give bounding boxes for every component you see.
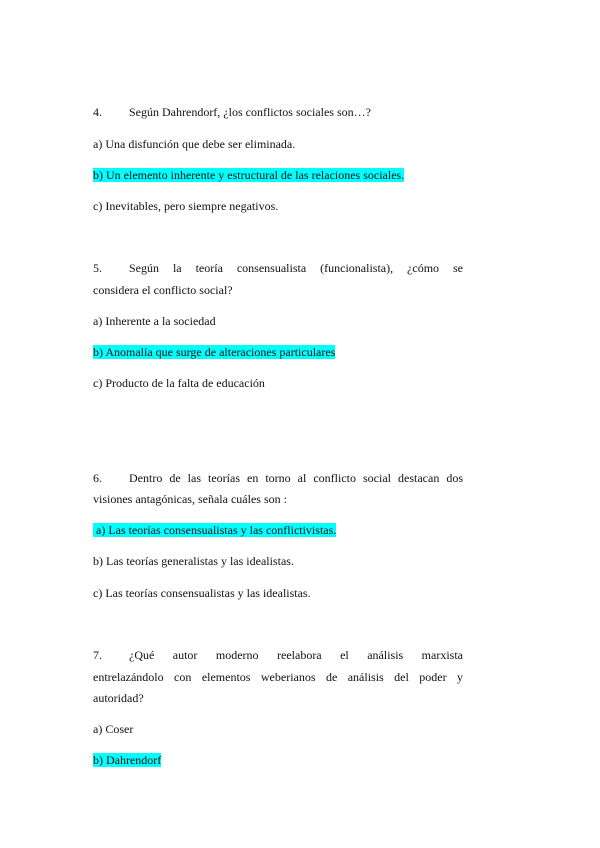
question-5-number: 5. xyxy=(93,261,102,275)
question-6-option-c: c) Las teorías consensualistas y las idealistas. xyxy=(93,586,311,600)
question-7-stem-line-1: 7. ¿Qué autor moderno reelabora el análisis marxista xyxy=(93,648,463,662)
question-6-option-a xyxy=(93,522,336,538)
question-5-option-a: a) Inherente a la sociedad xyxy=(93,314,216,328)
question-7-option-a: a) Coser xyxy=(93,722,134,736)
question-4-option-b xyxy=(93,167,404,183)
answer-highlight: b) Dahrendorf xyxy=(93,753,162,767)
question-7-number: 7. xyxy=(93,648,102,662)
question-7-option-b xyxy=(93,752,161,768)
question-6-stem-line-2: visiones antagónicas, señala cuáles son : xyxy=(93,492,287,506)
answer-highlight: a) Las teorías consensualistas y las conflictivistas. xyxy=(93,523,337,537)
question-6-number: 6. xyxy=(93,471,102,485)
question-4-number: 4. xyxy=(93,105,102,119)
question-4-text-line-1: Según Dahrendorf, ¿los conflictos sociales son…? xyxy=(129,105,371,119)
question-4-option-a: a) Una disfunción que debe ser eliminada. xyxy=(93,137,296,151)
question-6-option-b: b) Las teorías generalistas y las idealistas. xyxy=(93,554,294,568)
answer-highlight: b) Anomalía que surge de alteraciones particulares xyxy=(93,345,336,359)
question-4-stem xyxy=(93,104,371,120)
answer-highlight: b) Un elemento inherente y estructural de las relaciones sociales. xyxy=(93,168,405,182)
question-5-stem-line-2: considera el conflicto social? xyxy=(93,283,233,297)
question-4-option-c: c) Inevitables, pero siempre negativos. xyxy=(93,199,279,213)
question-7-stem-line-2: entrelazándolo con elementos weberianos de análisis del poder y xyxy=(93,670,463,684)
question-5-option-c: c) Producto de la falta de educación xyxy=(93,376,265,390)
question-5-option-b xyxy=(93,344,335,360)
question-5-stem-line-1: 5. Según la teoría consensualista (funcionalista), ¿cómo se xyxy=(93,261,463,275)
question-6-stem-line-1: 6. Dentro de las teorías en torno al conflicto social destacan dos xyxy=(93,471,463,485)
question-7-stem-line-3: autoridad? xyxy=(93,691,144,705)
